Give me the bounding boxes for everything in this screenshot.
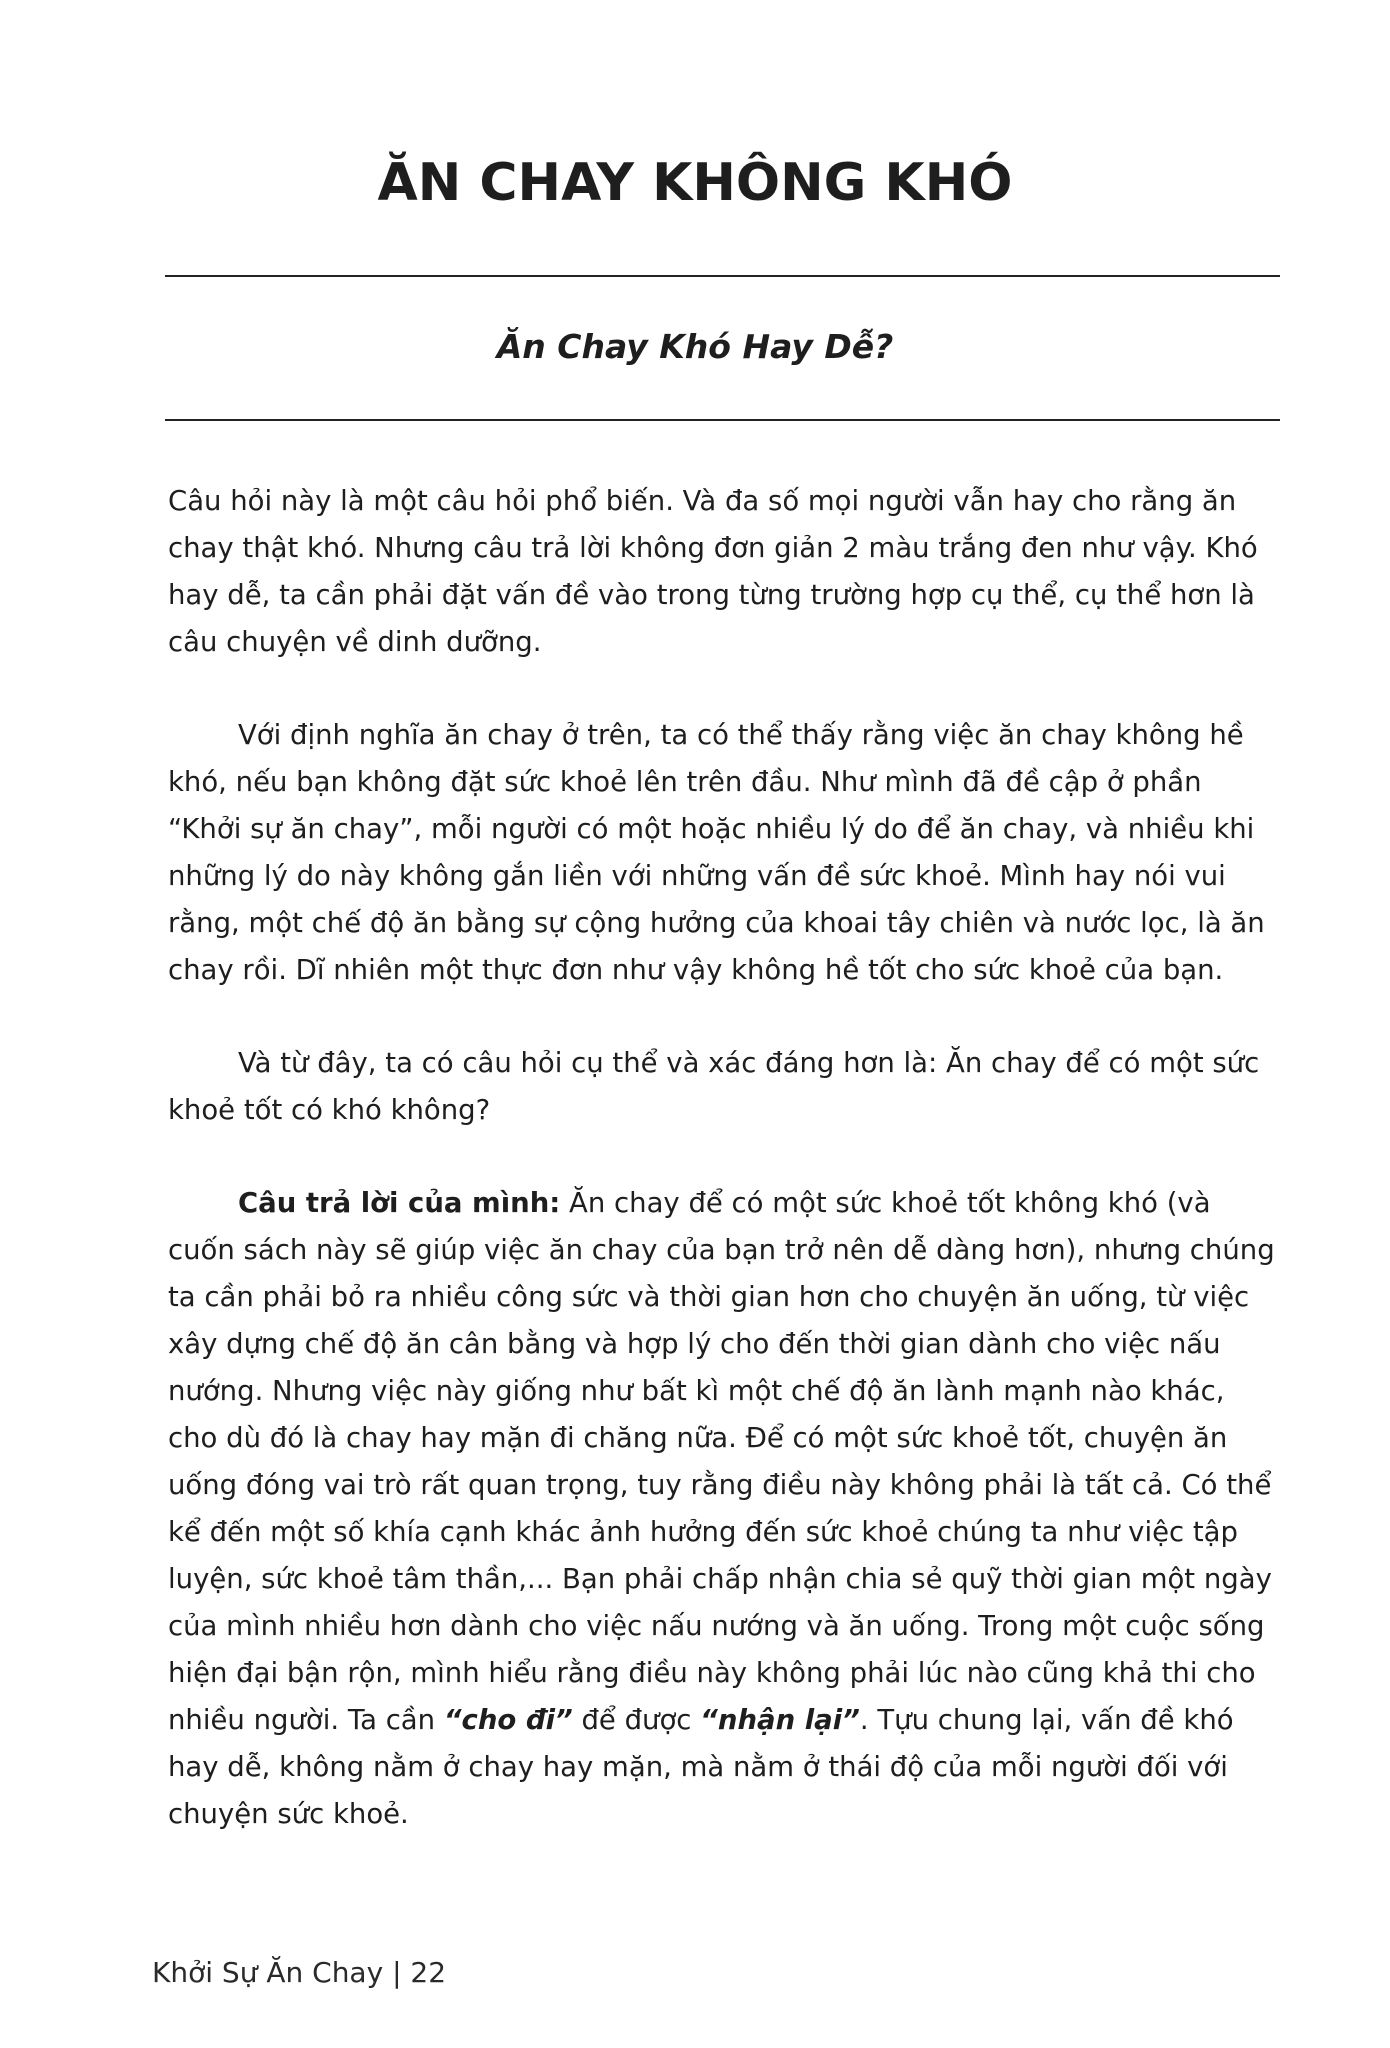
paragraph-1: Câu hỏi này là một câu hỏi phổ biến. Và đa số mọi người vẫn hay cho rằng ăn chay thật khó. Nhưng câu trả lời không đơn giản 2 màu trắng đen như vậy. Khó hay dễ, ta cần phải đặt vấn đề vào trong từng trường hợp cụ thể, cụ thể hơn là câu chuyện về dinh dưỡng. bbox=[168, 485, 1258, 658]
chapter-title: ĂN CHAY KHÔNG KHÓ bbox=[377, 153, 1013, 213]
paragraph-2: Với định nghĩa ăn chay ở trên, ta có thể thấy rằng việc ăn chay không hề khó, nếu bạn không đặt sức khoẻ lên trên đầu. Như mình đã đề cập ở phần “Khởi sự ăn chay”, mỗi người có một hoặc nhiều lý do để ăn chay, và nhiều khi những lý do này không gắn liền với những vấn đề sức khoẻ. Mình hay nói vui rằng, một chế độ ăn bằng sự cộng hưởng của khoai tây chiên và nước lọc, là ăn chay rồi. Dĩ nhiên một thực đơn như vậy không hề tốt cho sức khoẻ của bạn. bbox=[168, 719, 1265, 986]
paragraph-4-text-b: để được bbox=[572, 1704, 701, 1736]
emphasis-give: “cho đi” bbox=[443, 1704, 573, 1736]
paragraph-4-text-a: Ăn chay để có một sức khoẻ tốt không khó (và cuốn sách này sẽ giúp việc ăn chay của bạn trở nên dễ dàng hơn), nhưng chúng ta cần phải bỏ ra nhiều công sức và thời gian hơn cho chuyện ăn uống, từ việc xây dựng chế độ ăn cân bằng và hợp lý cho đến thời gian dành cho việc nấu nướng. Nhưng việc này giống như bất kì một chế độ ăn lành mạnh nào khác, cho dù đó là chay hay mặn đi chăng nữa. Để có một sức khoẻ tốt, chuyện ăn uống đóng vai trò rất quan trọng, tuy rằng điều này không phải là tất cả. Có thể kể đến một số khía cạnh khác ảnh hưởng đến sức khoẻ chúng ta như việc tập luyện, sức khoẻ tâm thần,... Bạn phải chấp nhận chia sẻ quỹ thời gian một ngày của mình nhiều hơn dành cho việc nấu nướng và ăn uống. Trong một cuộc sống hiện đại bận rộn, mình hiểu rằng điều này không phải lúc nào cũng khả thi cho nhiều người. Ta cần bbox=[168, 1187, 1275, 1736]
paragraph-4 bbox=[168, 1180, 1282, 1838]
emphasis-receive: “nhận lại” bbox=[700, 1704, 860, 1736]
body-text bbox=[168, 478, 1282, 1884]
divider-top bbox=[165, 275, 1280, 277]
page-footer: Khởi Sự Ăn Chay | 22 bbox=[152, 1956, 447, 1989]
section-subtitle: Ăn Chay Khó Hay Dễ? bbox=[496, 327, 894, 366]
divider-bottom bbox=[165, 419, 1280, 421]
answer-lead: Câu trả lời của mình: bbox=[238, 1187, 561, 1219]
paragraph-4-text-c: . Tựu chung lại, vấn đề khó hay dễ, không nằm ở chay hay mặn, mà nằm ở thái độ của mỗi người đối với chuyện sức khoẻ. bbox=[168, 1704, 1234, 1830]
paragraph-3: Và từ đây, ta có câu hỏi cụ thể và xác đáng hơn là: Ăn chay để có một sức khoẻ tốt có khó không? bbox=[168, 1047, 1260, 1126]
